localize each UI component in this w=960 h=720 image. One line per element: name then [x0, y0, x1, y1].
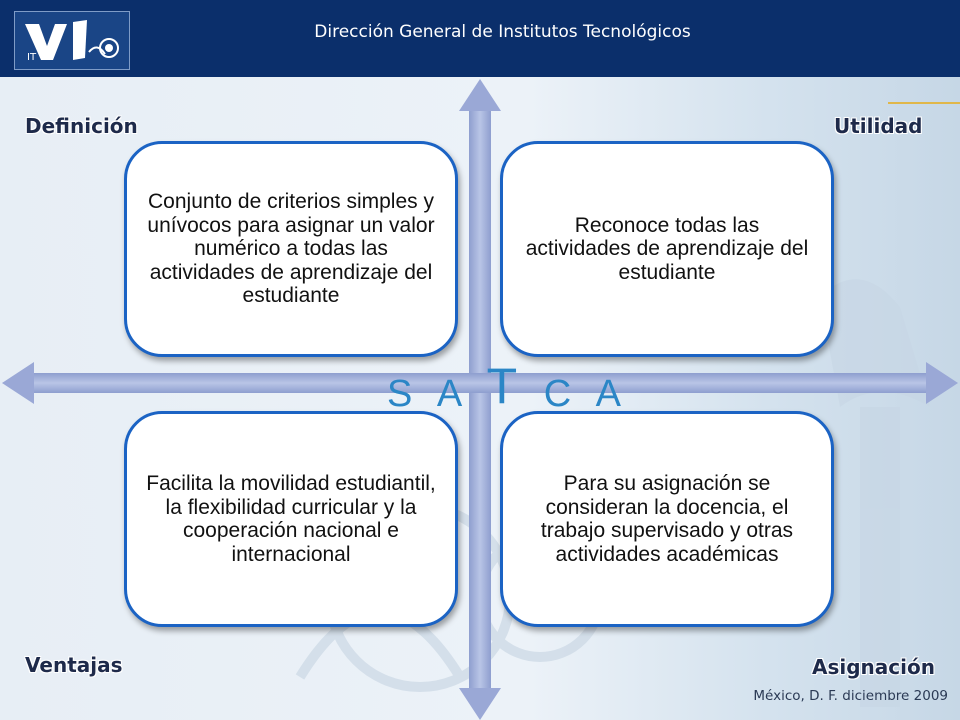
box-definicion-text: Conjunto de criterios simples y unívocos para asignar un valor numérico a todas las actividades de aprendizaje del estudiante: [147, 190, 435, 308]
header-bar: [0, 0, 960, 77]
label-ventajas: Ventajas: [25, 653, 123, 677]
label-asignacion: Asignación: [812, 655, 935, 679]
footer-date: México, D. F. diciembre 2009: [753, 688, 948, 704]
satca-letter-a1: A: [436, 373, 469, 415]
arrow-up-icon: [459, 79, 501, 111]
satca-letter-t: T: [486, 358, 526, 414]
satca-title: [387, 360, 629, 418]
box-ventajas-text: Facilita la movilidad estudiantil, la flexibilidad curricular y la cooperación nacional e internacional: [146, 472, 436, 566]
label-utilidad: Utilidad: [834, 114, 923, 138]
accent-line: [888, 102, 960, 104]
label-definicion: Definición: [25, 114, 138, 138]
arrow-left-icon: [2, 362, 34, 404]
satca-letter-s: S: [387, 373, 421, 415]
satca-letter-c: C: [543, 373, 580, 415]
arrow-right-icon: [926, 362, 958, 404]
box-ventajas: [124, 411, 458, 627]
box-definicion: [124, 141, 458, 357]
box-asignacion: [500, 411, 834, 627]
satca-letter-a2: A: [595, 373, 630, 415]
logo-text: IT: [27, 52, 37, 63]
header-title: Dirección General de Institutos Tecnológicos: [314, 22, 691, 42]
arrow-down-icon: [459, 688, 501, 720]
box-utilidad: [500, 141, 834, 357]
box-asignacion-text: Para su asignación se consideran la docencia, el trabajo supervisado y otras actividades académicas: [540, 472, 794, 566]
box-utilidad-text: Reconoce todas las actividades de aprendizaje del estudiante: [525, 213, 809, 284]
